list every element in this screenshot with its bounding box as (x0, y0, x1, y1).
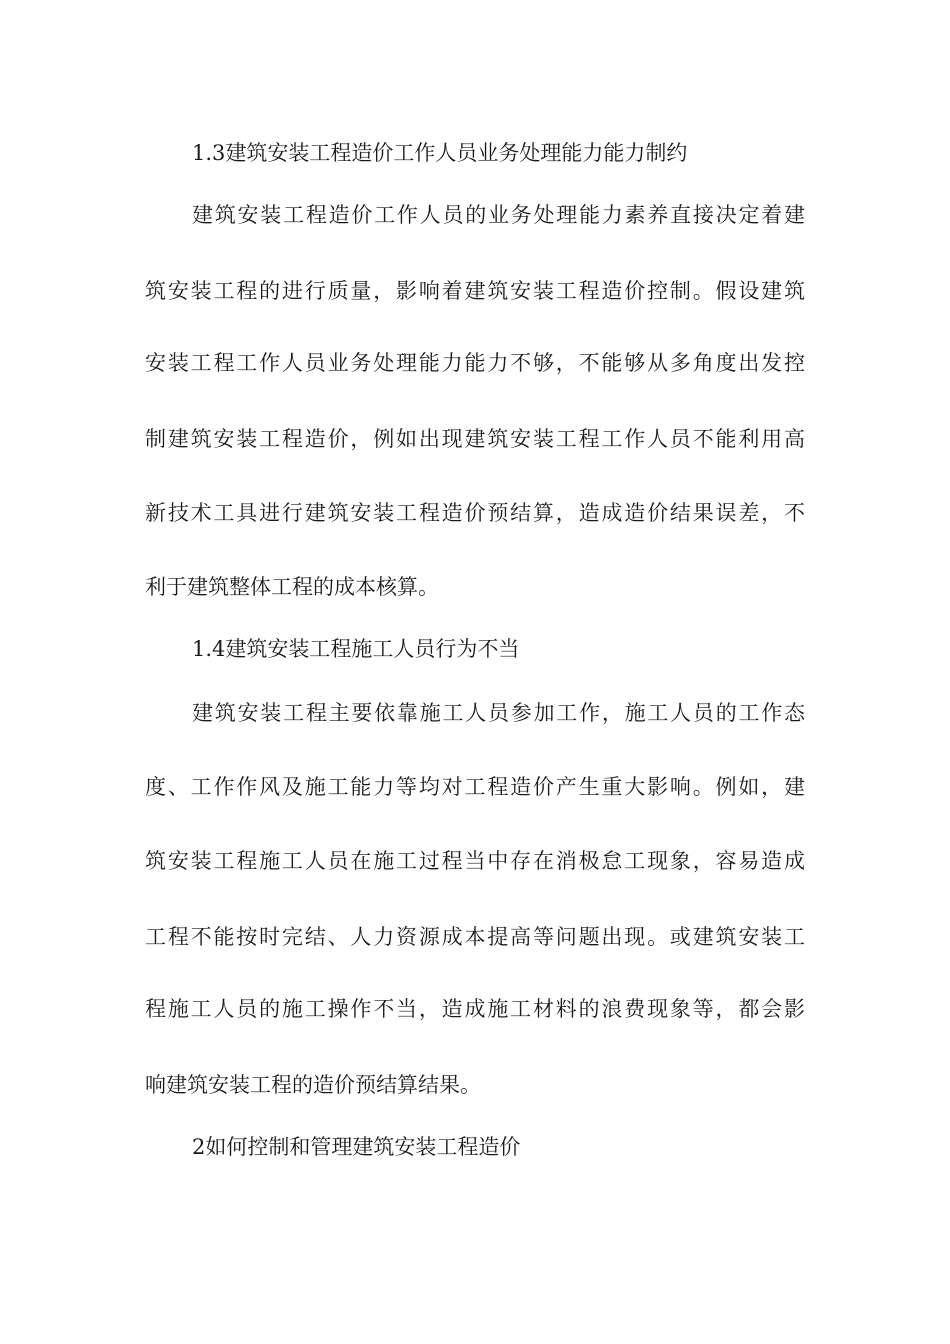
section-heading-2: 2如何控制和管理建筑安装工程造价 (192, 1135, 521, 1159)
paragraph-line: 利于建筑整体工程的成本核算。 (145, 575, 439, 599)
paragraph-line: 筑安装工程施工人员在施工过程当中存在消极怠工现象，容易造成 (145, 849, 805, 873)
paragraph-line: 建筑安装工程主要依靠施工人员参加工作，施工人员的工作态 (192, 701, 805, 725)
paragraph-line: 建筑安装工程造价工作人员的业务处理能力素养直接决定着建 (192, 203, 805, 227)
section-heading-1-3: 1.3建筑安装工程造价工作人员业务处理能力能力制约 (192, 141, 688, 165)
paragraph-line: 响建筑安装工程的造价预结算结果。 (145, 1073, 481, 1097)
paragraph-line: 安装工程工作人员业务处理能力能力不够，不能够从多角度出发控 (145, 351, 805, 375)
paragraph-line: 工程不能按时完结、人力资源成本提高等问题出现。或建筑安装工 (145, 925, 805, 949)
paragraph-line: 新技术工具进行建筑安装工程造价预结算，造成造价结果误差，不 (145, 501, 805, 525)
section-heading-1-4: 1.4建筑安装工程施工人员行为不当 (192, 637, 520, 661)
paragraph-line: 制建筑安装工程造价，例如出现建筑安装工程工作人员不能利用高 (145, 427, 805, 451)
paragraph-line: 筑安装工程的进行质量，影响着建筑安装工程造价控制。假设建筑 (145, 279, 805, 303)
paragraph-line: 程施工人员的施工操作不当，造成施工材料的浪费现象等，都会影 (145, 997, 805, 1021)
paragraph-line: 度、工作作风及施工能力等均对工程造价产生重大影响。例如，建 (145, 775, 805, 799)
